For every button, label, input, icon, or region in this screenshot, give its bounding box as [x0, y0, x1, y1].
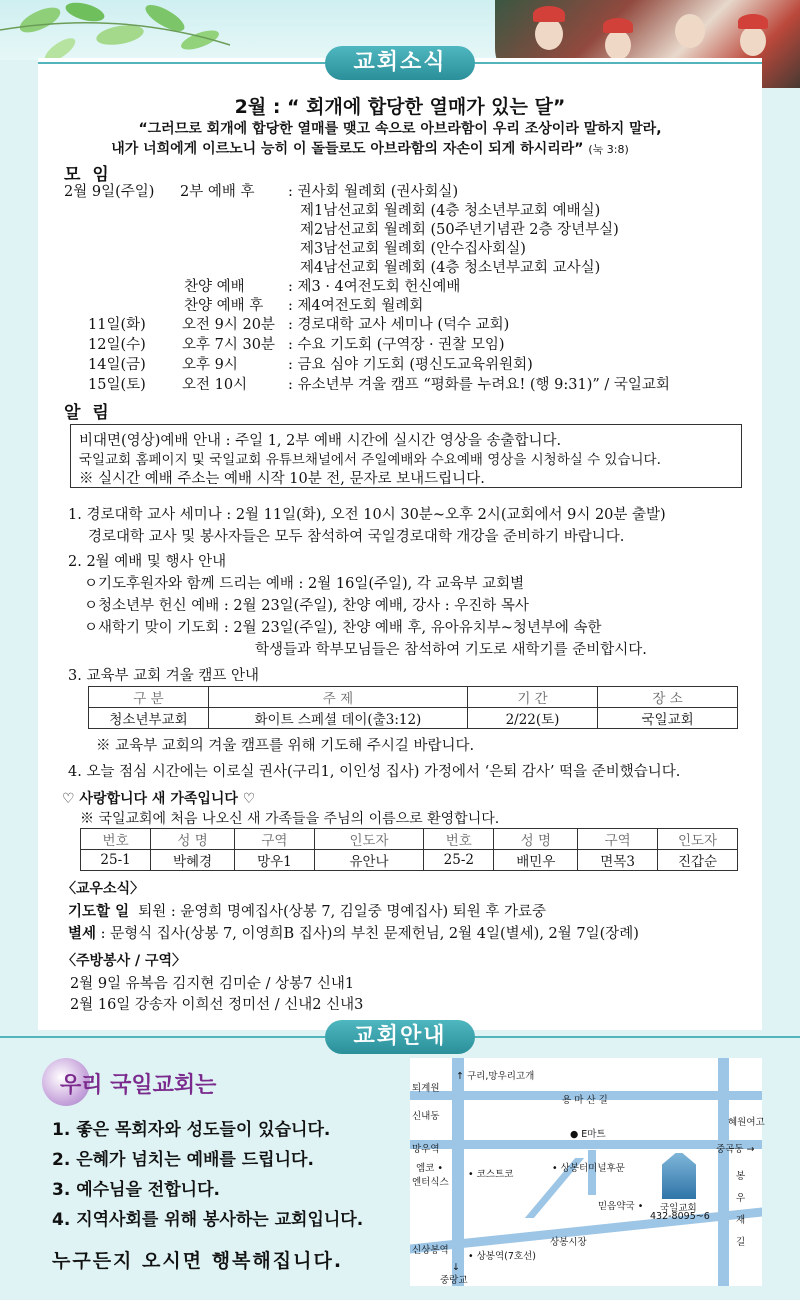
newcomer-cell: 유안나 — [314, 850, 423, 871]
notice-item-1-detail: 경로대학 교사 및 봉사자들은 모두 참석하여 국일경로대학 개강을 준비하기 바랍니다. — [88, 529, 625, 545]
meeting-desc: 제1남선교회 월례회 (4층 청소년부교회 예배실) — [300, 203, 601, 219]
kitchen-heading: 〈주방봉사 / 구역〉 — [62, 953, 187, 969]
camp-header-cell: 주 제 — [208, 687, 467, 708]
map-label-gil: 길 — [736, 1237, 746, 1248]
meeting-time: 2부 예배 후 — [180, 184, 255, 200]
map-label-pharmacy: 믿음약국 • — [598, 1201, 644, 1212]
camp-cell: 2/22(토) — [467, 708, 597, 729]
notice-item-2: 2. 2월 예배 및 행사 안내 — [68, 554, 227, 570]
newcomer-cell: 박혜경 — [151, 850, 235, 871]
newcomer-cell: 면목3 — [578, 850, 658, 871]
map-label-guri: ↑ 구리,망우리고개 — [456, 1071, 535, 1082]
meeting-desc: : 제3 · 4여전도회 헌신예배 — [288, 279, 461, 295]
meeting-time: 찬양 예배 — [184, 279, 245, 295]
verse-line-1: “그러므로 회개에 합당한 열매를 맺고 속으로 아브라함이 우리 조상이라 말하지 말라, — [138, 121, 662, 137]
meeting-time: 오전 10시 — [182, 377, 248, 393]
map-label-sinnae: 신내동 — [412, 1111, 440, 1122]
meeting-desc: 제4남선교회 월례회 (4층 청소년부교회 교사실) — [300, 260, 601, 276]
newcomers-table-header — [81, 829, 738, 850]
map-road-bongujae — [718, 1058, 729, 1286]
map-label-jae: 재 — [736, 1215, 746, 1226]
camp-cell: 화이트 스페셜 데이(출3:12) — [208, 708, 467, 729]
meeting-date: 11일(화) — [88, 317, 146, 333]
newcomer-header-cell: 성 명 — [494, 829, 578, 850]
map-arrow-down-icon: ↓ — [452, 1262, 460, 1273]
meeting-time: 오후 7시 30분 — [182, 337, 275, 353]
kitchen-line-1: 2월 9일 유복음 김지현 김미순 / 상봉7 신내1 — [70, 976, 355, 992]
newcomer-header-cell: 인도자 — [314, 829, 423, 850]
notice-item-1: 1. 경로대학 교사 세미나 : 2월 11일(화), 오전 10시 30분~오후 2시(교회에서 9시 20분 출발) — [68, 507, 666, 523]
map-label-emco: 엠코 • — [416, 1163, 443, 1174]
map-label-sinsangbong: 신상봉역 — [412, 1245, 449, 1256]
kitchen-line-2: 2월 16일 강송자 이희선 정미선 / 신내2 신내3 — [70, 997, 364, 1013]
map-label-yongmasan: 용 마 산 길 — [562, 1095, 608, 1106]
prayer-item: 기도할 일 퇴원 : 윤영희 명예집사(상봉 7, 김일중 명예집사) 퇴원 후 가료중 — [68, 904, 546, 920]
newcomer-header-cell: 성 명 — [151, 829, 235, 850]
meeting-desc: 제3남선교회 월례회 (안수집사회실) — [300, 241, 526, 257]
camp-table-header — [89, 687, 738, 708]
notice-item-4: 4. 오늘 점심 시간에는 이로실 권사(구리1, 이인성 집사) 가정에서 ‘은퇴 감사’ 떡을 준비했습니다. — [68, 764, 681, 780]
map-label-terminal: • 상봉터미널후문 — [552, 1163, 625, 1174]
meeting-desc: : 제4여전도회 월례회 — [288, 298, 424, 314]
notices-heading: 알 림 — [64, 403, 112, 423]
map-label-bong: 봉 — [736, 1171, 746, 1182]
notice-item-2-sub-3: ㅇ새학기 맞이 기도회 : 2월 23일(주일), 찬양 예배 후, 유아유치부~청년부에 속한 — [84, 620, 602, 636]
meeting-desc: : 수요 기도회 (구역장 · 권찰 모임) — [288, 337, 505, 353]
map-label-center: 엔터식스 — [412, 1177, 449, 1188]
church-point-1: 1. 좋은 목회자와 성도들이 있습니다. — [52, 1120, 331, 1140]
map-road-junggok — [410, 1140, 762, 1149]
newcomer-header-cell: 번호 — [424, 829, 494, 850]
map-label-costco: • 코스트코 — [468, 1169, 514, 1180]
notice-item-2-sub-1: ㅇ기도후원자와 함께 드리는 예배 : 2월 16일(주일), 각 교육부 교회별 — [84, 576, 525, 592]
camp-table-row — [89, 708, 738, 729]
camp-cell: 청소년부교회 — [89, 708, 209, 729]
meetings-heading: 모 임 — [64, 165, 112, 185]
church-tagline: 우리 국일교회는 — [60, 1073, 217, 1098]
map-label-toegyewon: 퇴계원 — [412, 1083, 440, 1094]
newcomer-header-cell: 인도자 — [658, 829, 738, 850]
meeting-date: 15일(토) — [88, 377, 146, 393]
map-label-sangbong-station: • 상봉역(7호선) — [468, 1251, 536, 1262]
church-point-2: 2. 은혜가 넘치는 예배를 드립니다. — [52, 1150, 314, 1170]
newcomer-header-cell: 번호 — [81, 829, 151, 850]
newcomer-cell: 25-1 — [81, 850, 151, 871]
members-news-heading: 〈교우소식〉 — [62, 881, 145, 897]
meeting-desc: 제2남선교회 월례회 (50주년기념관 2층 장년부실) — [300, 222, 619, 238]
newcomer-cell: 진갑순 — [658, 850, 738, 871]
meeting-time: 오후 9시 — [182, 357, 238, 373]
camp-table — [88, 686, 738, 729]
map-label-junggok: 중곡동 → — [716, 1144, 755, 1155]
meeting-time: 오전 9시 20분 — [182, 317, 275, 333]
notice-box-line-2: 국일교회 홈페이지 및 국일교회 유튜브채널에서 주일예배와 수요예배 영상을 시청하실 수 있습니다. — [79, 452, 661, 468]
newcomer-cell: 배민우 — [494, 850, 578, 871]
map-label-emart: ● E마트 — [570, 1129, 606, 1140]
church-news-title: 교회소식 — [325, 46, 475, 80]
newcomers-heading: ♡ 사랑합니다 새 가족입니다 ♡ — [62, 791, 256, 807]
map-label-u: 우 — [736, 1193, 746, 1204]
notice-box-line-3: ※ 실시간 예배 주소는 예배 시작 10분 전, 문자로 보내드립니다. — [79, 471, 485, 487]
verse-line-2: 내가 너희에게 이르노니 능히 이 돌들로도 아브라함의 자손이 되게 하시리라” (눅 3:8) — [111, 141, 629, 157]
notice-box-line-1: 비대면(영상)예배 안내 : 주일 1, 2부 예배 시간에 실시간 영상을 송출합니다. — [79, 433, 562, 449]
newcomers-table-row — [81, 850, 738, 871]
church-info-title: 교회안내 — [325, 1020, 475, 1054]
online-worship-box — [70, 424, 742, 488]
camp-header-cell: 구 분 — [89, 687, 209, 708]
notice-item-2-sub-3-cont: 학생들과 학부모님들은 참석하여 기도로 새학기를 준비합시다. — [255, 642, 647, 658]
map-label-jungnang: 중랑교 — [440, 1275, 468, 1286]
meeting-date: 2월 9일(주일) — [64, 184, 155, 200]
map-label-church: 국일교회 — [660, 1203, 697, 1214]
newcomers-table — [80, 828, 738, 871]
camp-note: ※ 교육부 교회의 겨울 캠프를 위해 기도해 주시길 바랍니다. — [96, 738, 475, 754]
church-building-icon — [662, 1153, 696, 1199]
meeting-desc: : 권사회 월례회 (권사회실) — [288, 184, 459, 200]
newcomers-note: ※ 국일교회에 처음 나오신 새 가족들을 주님의 이름으로 환영합니다. — [80, 811, 500, 827]
map-label-market: 상봉시장 — [550, 1237, 587, 1248]
newcomer-cell: 망우1 — [234, 850, 314, 871]
map-label-mangu: 망우역 — [412, 1144, 440, 1155]
meeting-desc: : 금요 심야 기도회 (평신도교육위원회) — [288, 357, 533, 373]
meeting-desc: : 유소년부 겨울 캠프 “평화를 누려요! (행 9:31)” / 국일교회 — [288, 377, 670, 393]
camp-header-cell: 기 간 — [467, 687, 597, 708]
meeting-date: 12일(수) — [88, 337, 146, 353]
church-point-4: 4. 지역사회를 위해 봉사하는 교회입니다. — [52, 1210, 364, 1230]
church-point-3: 3. 예수님을 전합니다. — [52, 1180, 220, 1200]
meeting-time: 찬양 예배 후 — [184, 298, 264, 314]
notice-item-3: 3. 교육부 교회 겨울 캠프 안내 — [68, 668, 259, 684]
meeting-date: 14일(금) — [88, 357, 146, 373]
map-label-hyewon: 혜원여고 — [728, 1117, 765, 1128]
meeting-desc: : 경로대학 교사 세미나 (덕수 교회) — [288, 317, 510, 333]
newcomer-header-cell: 구역 — [578, 829, 658, 850]
notice-item-2-sub-2: ㅇ청소년부 헌신 예배 : 2월 23일(주일), 찬양 예배, 강사 : 우진하 목사 — [84, 598, 529, 614]
camp-cell: 국일교회 — [598, 708, 738, 729]
newcomer-header-cell: 구역 — [234, 829, 314, 850]
map-label-phone: 432-8095~6 — [650, 1211, 710, 1222]
camp-header-cell: 장 소 — [598, 687, 738, 708]
location-map — [410, 1058, 765, 1286]
funeral-item: 별세 : 문형식 집사(상봉 7, 이영희B 집사)의 부친 문제헌님, 2월 4일(별세), 2월 7일(장례) — [68, 926, 639, 942]
church-closing: 누구든지 오시면 행복해집니다. — [52, 1250, 344, 1272]
monthly-theme: 2월 : “ 회개에 합당한 열매가 있는 달” — [234, 96, 566, 118]
newcomer-cell: 25-2 — [424, 850, 494, 871]
